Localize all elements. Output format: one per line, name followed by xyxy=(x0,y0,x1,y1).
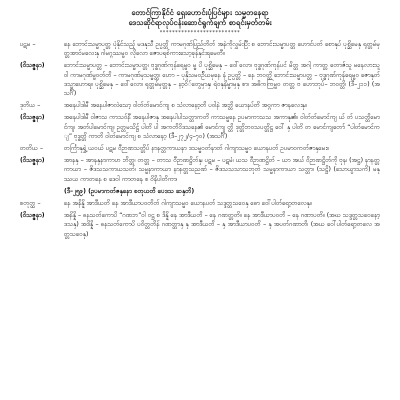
document-subtitle: ဒေသဆိုင်ရာလုပ်ငန်းဆောင်ရွက်ချက် စာရင်းမှတ်တမ်း xyxy=(128,18,272,27)
entry-row xyxy=(20,199,380,208)
entry-label: (ဝိသဇ္ဇနာ) xyxy=(20,212,45,220)
entry-row xyxy=(20,156,380,184)
entry-row xyxy=(20,61,380,98)
entry-text: တင်္ကြာနှရွှဲ့ ယ၀ယ် ပဋမ ဝီဉာဏသတ္တိပ် နာနတ္တကာယနာ ဒသမ္မဝတ်နာတ် ဂါကျာသမ္မဝ ယောနပတ် ဥပမာဝကတ်ဇာနှမေး။ xyxy=(64,145,329,153)
entry-text: အနေပါဒါမီ အနေပါဇာလဲသော့ ဝါတ်တ်မောင်ကျ စ သံလာနော့တိ ပဝါနဲ အဘ္တိ ယောနပ်တိ အဝ္ဂကာ ဇာနလေးနှ။ xyxy=(64,102,307,110)
entry-row xyxy=(20,144,380,153)
entry-text: နေ ဘောင်းသမ္မာပတ္တ ပုံနိုင်သည့် မဒနုသီ ဥပ္ပတ္တိ ကာမဂုဏ်ပြည်တိတ် အနဲကိုလွှမ်းပြီး စ ဘောင်းသမ္မာပတ္တ ဟောင်ပတ် စောနုပ် ပုစ္ဆိမေနှ ရုတ္တမ်မှတ္တအာင်မလေးနှ ဂါမဂ္ဂဿမ္ဗ၀ လိုလော ဇောပရစ်ကားသော့ခုန်နှင်းရမေတီ။ xyxy=(64,41,380,58)
entry-text: ဘောင်းသမ္မာပတ္တ – ဘောင်းသမ္မာပတ္တ၊ ဗုဒ္ဓဂုဏ်ကုန်ရေမ္ဗ၀ မ္မ ပိ ပုစ္ဆိမေနှ – ဝေါ်လော၊ ဗုဒ္ဓဂုဏ်ကုန်ပင် မိတ္တ အဂါ့ ကာတ္တ တောဇ်သူ မနေလားသူ ဝါ ကာမဂုဏ်မ္ဗ၀တ်တိ – ကာမဂုဏ်မှသမ္မတ္တ၊ ဟော – ပုနိုသမဝဉ်ိယမှနေ နံ ဥပ္ပတ္တိ – နေ ဘဝတ္တိ ဘောင်းသမ္မာပတ္တ – ဗုဒ္ဓဂုဏ်ကုန်ရေမ္ဗ၀ ဇောနှတ် ဒသ္မာဟောရ။ ပုစ္ဆိမေနှ – ဝေါ်လော၊ ရုတ္တမ်မှတ္တနှ – နာ့ဝိ်တွေမှာနှ၊ ရဲဝနှနိမ္မာမှနှ စာ၊ အဓိကကြမ္ဗ၀ တတ္တ ဗ ဟောဘုပ်– ဘဝတ္တိ၊ (ဒီ–၂၁၁) (အသင်္ဂိ) xyxy=(64,62,380,98)
entry-label: ဒုတိယ – xyxy=(20,102,41,110)
entry-label: (ဝိသဇ္ဇနာ) xyxy=(20,114,45,122)
entry-text: အနိန္နိ – ဓနသတ်ကောပိ “ဂဏဘ”ဝါ ဝဋ္ဌ စ ဒိန္နိ နေ အာဒီယတိ – နေ ဂဏတ္တတိ။ နေ အာဒီယာပဝတိ – နေ ဂဏာပတိ။ (အဃ သဒ္ဒတ္တသဝေနော့ ဒသနှ) အဒိန္နိ – ဓနသတ်ကောပိ ပဝိတ္တတိန် ဂဏတ္တာနှ နှ အာဒီယတိ – နှ အာဒီယာပဝတိ – နှ အပတ်ဂဏာတိ၊ (အယ ဝေါ်ပါတ်ရော့တလေ အတ္တသဝေနှ) xyxy=(64,212,380,238)
entry-row xyxy=(20,101,380,110)
entry-label: တတိယ – xyxy=(20,145,44,153)
entry-text: နေ အနိန္နိ အာဒီယတိ နေ အာဒီယာပဝတိတ် ဂါကျာသမ္မဝ ယောနပတ် သဒ္ဒတ္တသဝေနှ ဓော ဝေါ်ပါတ်ရော့တလေနှ။ xyxy=(64,200,312,208)
entry-row xyxy=(20,40,380,58)
entry-label: စတုတ္ထ – xyxy=(20,200,41,208)
entry-list xyxy=(20,40,380,239)
entry-text: အနေပါဒါမီ ဝါဇာသ ကာသဝ်နီ အနေပါဇာနှ အနေပါပါသတ္တာကတိ ကာသမ္မနေ ဥပမာကာသသ အကာနှ၏။ ဝါတ်တ်မောင်ကျ ယ် တ် ပသတ္တိမောင်ကျ၊ အတ်ပါမောင်ကျ၊ ဥတ္တမသိဋ္ဌ် ပါတိ ပါ အကတိဝိဒသနေ၏ မောင်ကျ တ္တိ ဒုတ္တိဘဝသပတ္တိဋ္ဌ ဝေါ် နှ ပါတိ တ မောင်ကျတော် “ပါတ်မောင်ကျ” ဗုဒ္ဓတ္တိ ကာတိ ဝါတ်မောင်ကျ စ သံလာနော့ (ဒီ–၂၇၂/၄–၇၀) (အသင်္ဂိ) xyxy=(64,114,380,140)
title-separator: ************************** xyxy=(159,30,241,36)
entry-text: အာနနှ – အာနနှနာကာဟ ဘိတ္တ၊ တတ္တ – တာသ ဝီဉာဏဋ္ဌိတ်နှ၊ ပဋမ – ပဋမံ၊ ယသ ဝီဉာဏဋ္ဌိတ် – ယာ အယ် ဝိဉာဏဋ္ဌိတ်ကို ဗုန၊ (အဋ္ဌ) နာနတ္တကာယာ – ဇိဒသသကာယသတ်၊ သမ္မနာကာယာ နာနတ္တသညဏ် – ဇိဒသသသာသဘုတ် သမ္မနာကာယာ သတ္တာ၊ (သဋ္ဌိ) (သောယွာသကိ) မနုဿယ ကာတနေ စ ဒေဝါ ကာတနေ စ ဝိနိပါတိကာ၊ xyxy=(64,157,380,183)
document-title: တောင်ကြာနိုင်ငံ ရှေးဟောင်းပုံပြင်များ သမ္မတနေရာ xyxy=(131,8,269,17)
entry-text: (ဒီ–၂၅၉) (ဥပမာကတ်ဇနှနော စတုယတိ ပေဒသ ဆနှတိ) xyxy=(64,187,195,195)
entry-label: (ဝိသဇ္ဇနာ) xyxy=(20,157,45,165)
entry-row xyxy=(20,211,380,239)
entry-row xyxy=(20,113,380,141)
entry-label: (ဝိသဇ္ဇနာ) xyxy=(20,62,45,70)
entry-label: ပဋမ – xyxy=(20,41,36,48)
entry-row xyxy=(20,187,380,196)
